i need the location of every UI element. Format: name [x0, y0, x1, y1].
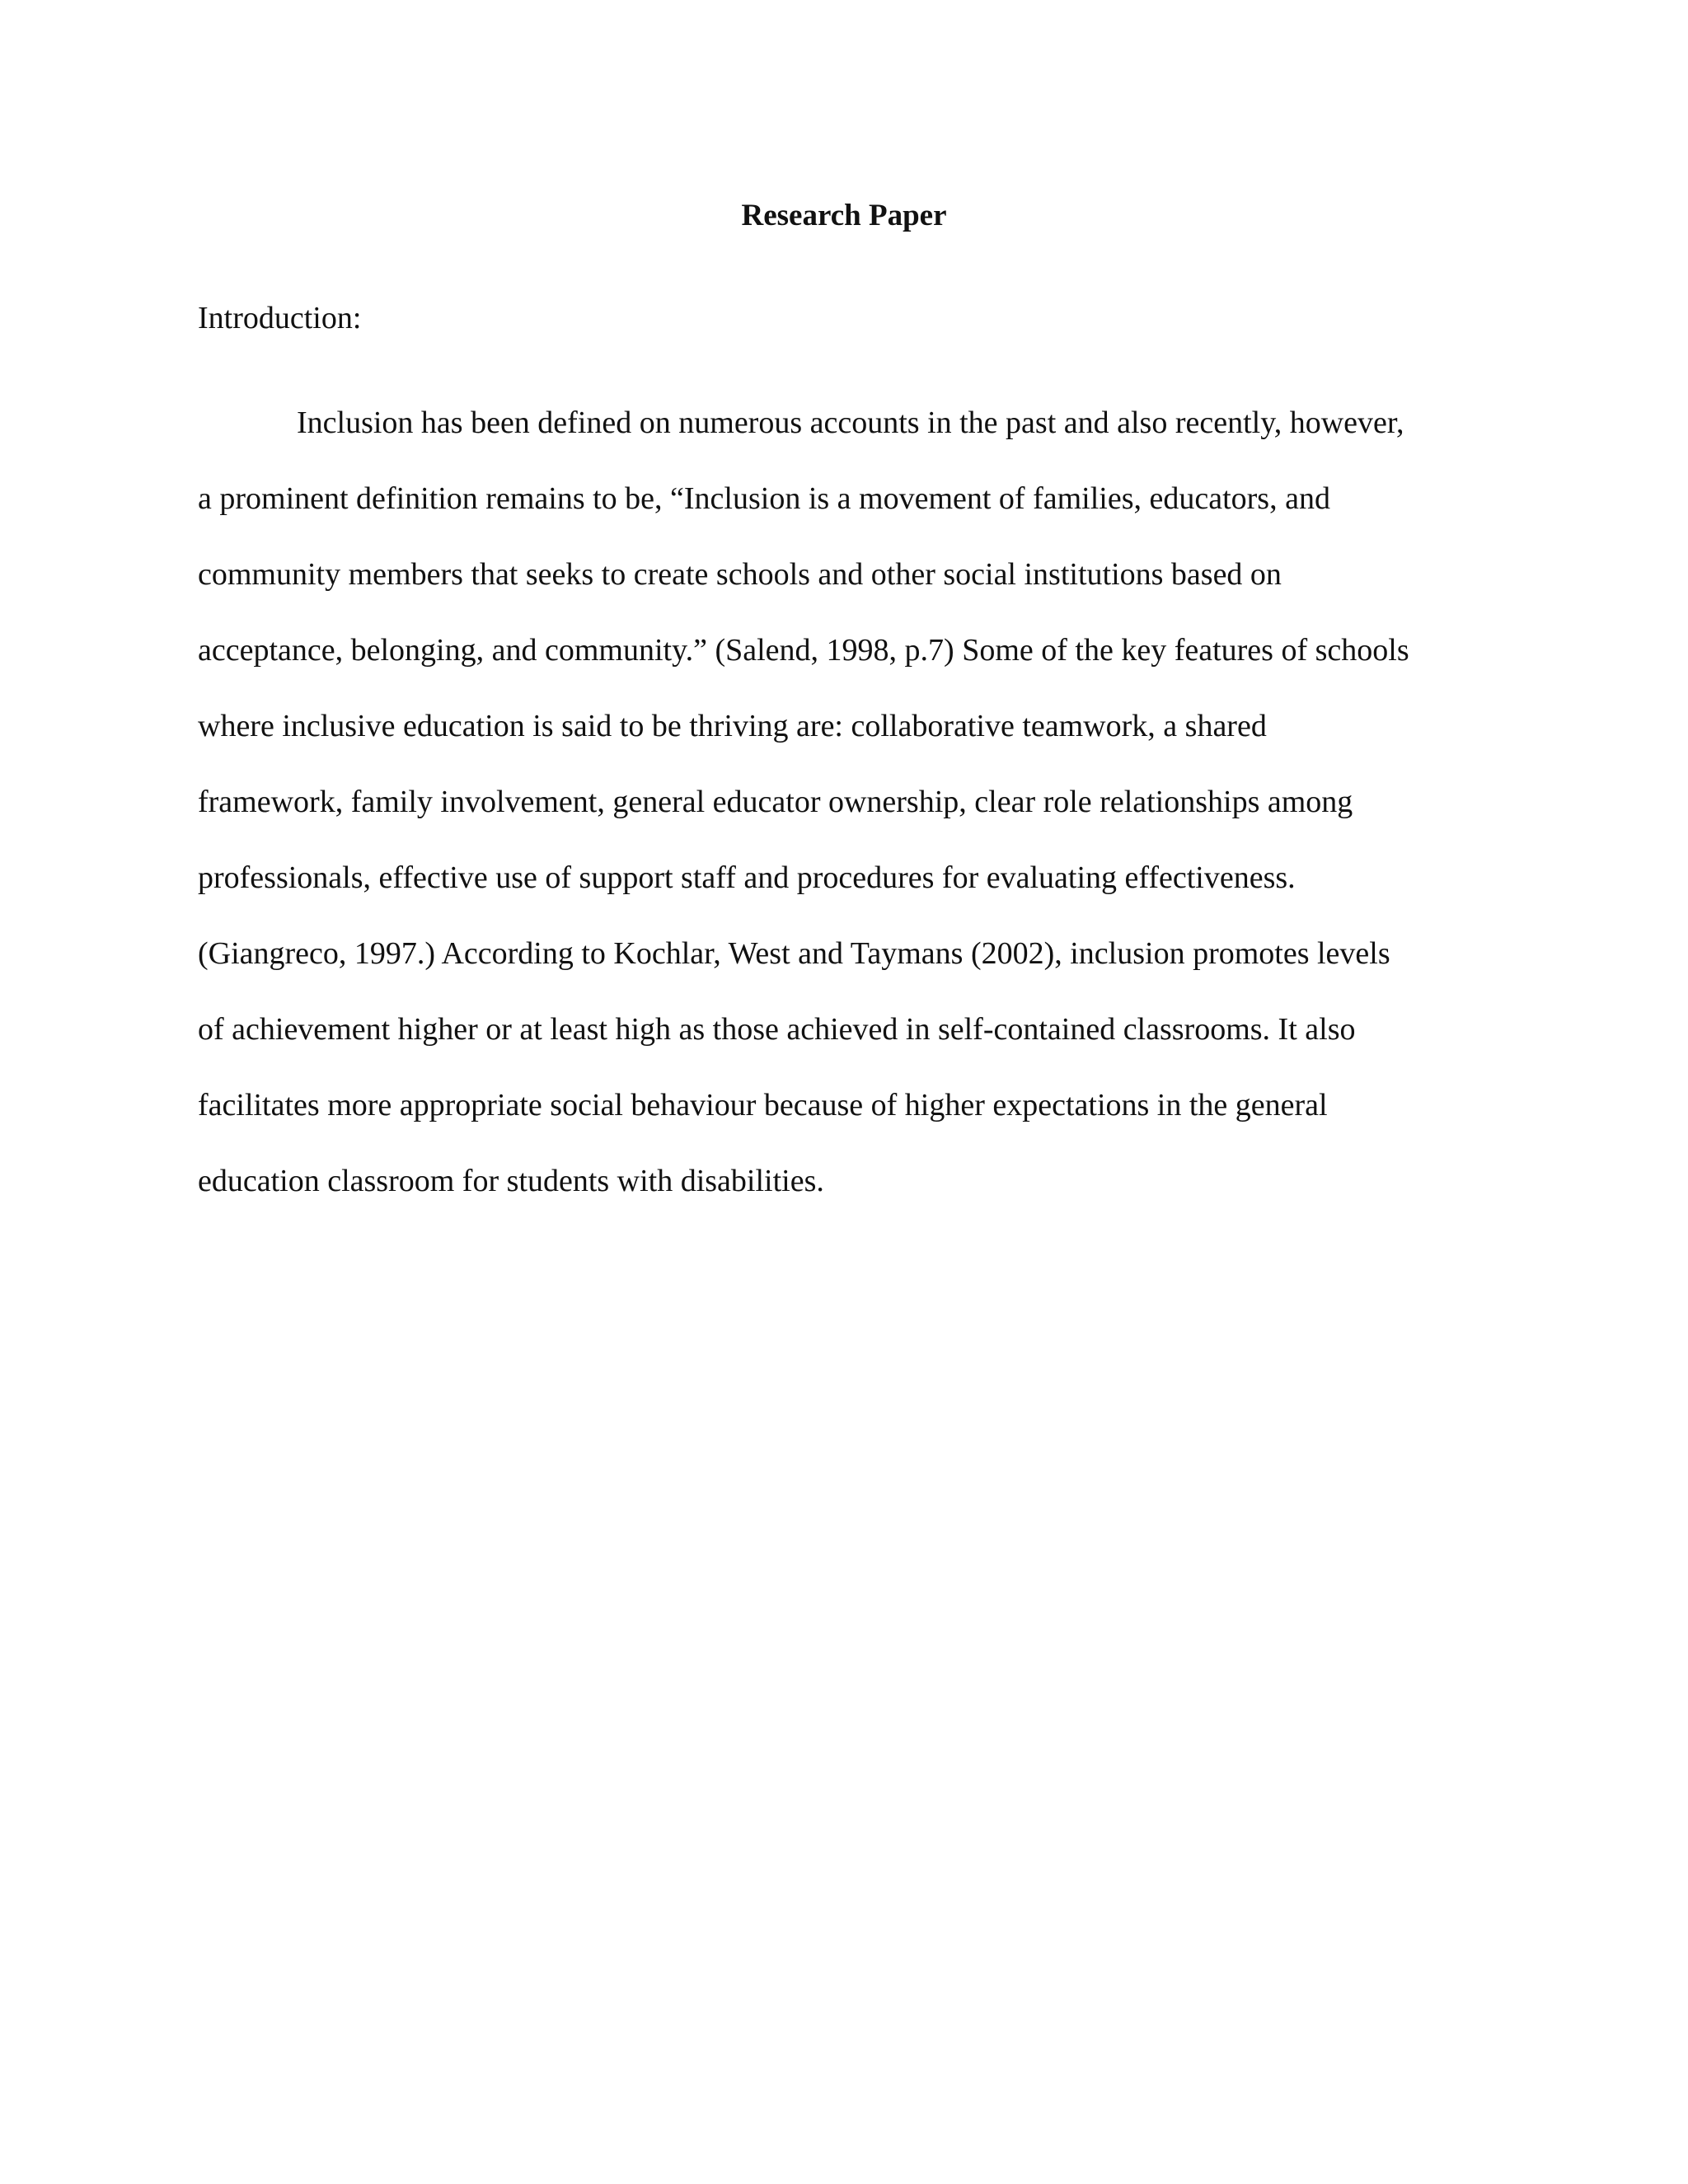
- introduction-paragraph: [198, 397, 1517, 1231]
- paragraph-line: facilitates more appropriate social behaviour because of higher expectations in the general: [198, 1088, 1328, 1122]
- paragraph-line: community members that seeks to create schools and other social institutions based on: [198, 557, 1282, 592]
- paragraph-line: where inclusive education is said to be thriving are: collaborative teamwork, a shared: [198, 709, 1267, 743]
- paragraph-line: (Giangreco, 1997.) According to Kochlar, West and Taymans (2002), inclusion promotes levels: [198, 936, 1390, 971]
- paragraph-line: framework, family involvement, general educator ownership, clear role relationships among: [198, 785, 1353, 819]
- paragraph-line: of achievement higher or at least high as those achieved in self-contained classrooms. It also: [198, 1012, 1356, 1047]
- paragraph-line: Inclusion has been defined on numerous accounts in the past and also recently, however,: [297, 405, 1404, 440]
- document-title: Research Paper: [741, 199, 947, 232]
- paragraph-line: acceptance, belonging, and community.” (Salend, 1998, p.7) Some of the key features of schools: [198, 633, 1409, 668]
- section-heading-introduction: Introduction:: [198, 301, 362, 335]
- paragraph-line: professionals, effective use of support staff and procedures for evaluating effectiveness.: [198, 860, 1296, 895]
- paragraph-line: a prominent definition remains to be, “Inclusion is a movement of families, educators, and: [198, 481, 1330, 516]
- paragraph-line: education classroom for students with disabilities.: [198, 1164, 824, 1198]
